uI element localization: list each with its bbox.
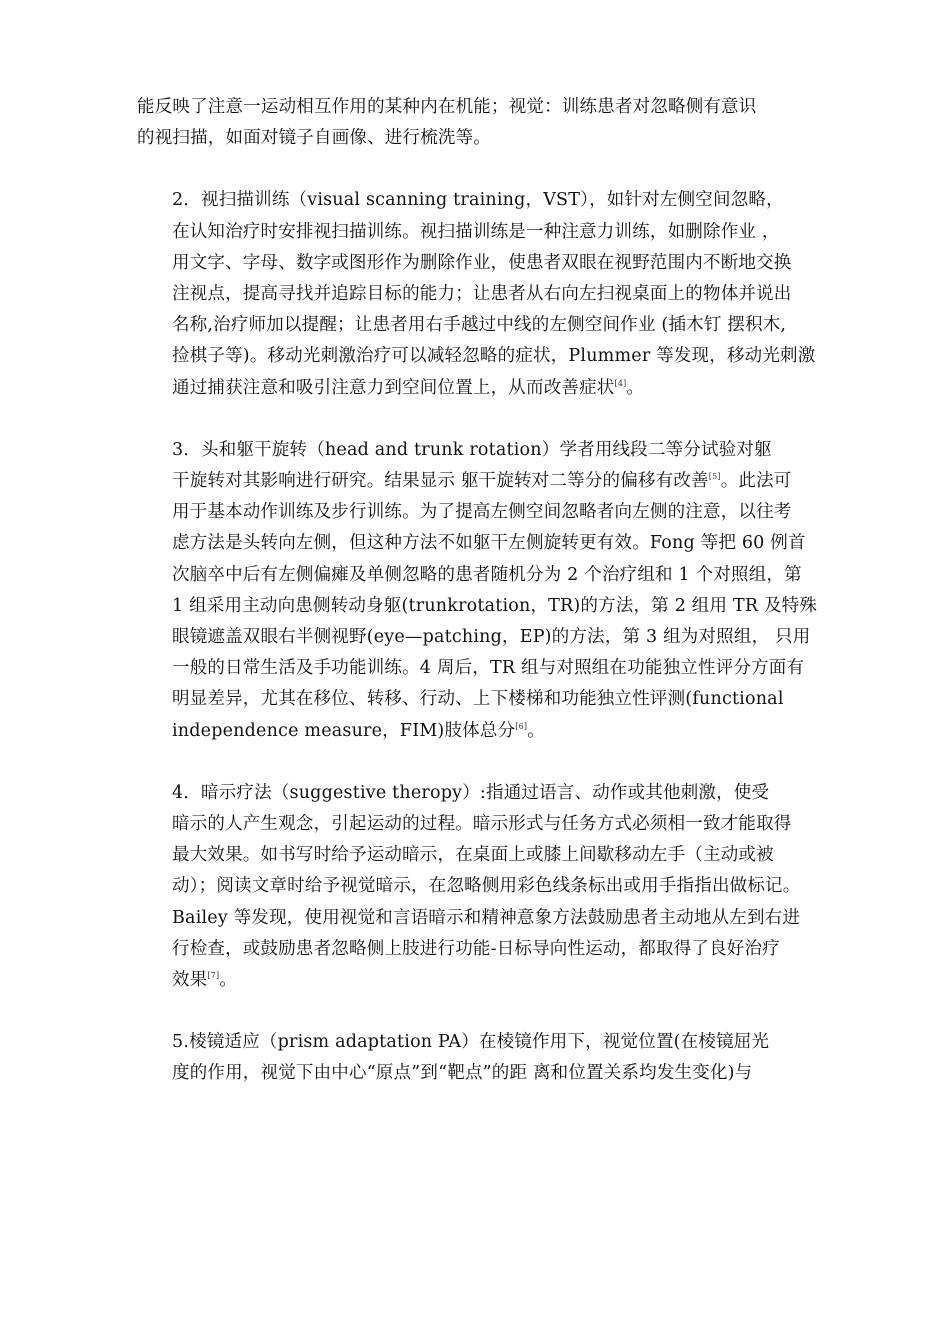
text-line: 用文字、字母、数字或图形作为删除作业，使患者双眼在视野范围内不断地交换 xyxy=(172,252,792,273)
text-line: Bailey 等发现，使用视觉和言语暗示和精神意象方法鼓励患者主动地从左到右进 xyxy=(172,907,801,928)
text-line-with-ref xyxy=(137,466,813,497)
text-segment: 通过捕获注意和吸引注意力到空间位置上，从而改善症状 xyxy=(172,377,615,398)
text-line: 的视扫描，如面对镜子自画像、进行梳洗等。 xyxy=(137,128,491,149)
text-line: 一般的日常生活及手功能训练。4 周后，TR 组与对照组在功能独立性评分方面有 xyxy=(172,658,805,679)
text-line-last xyxy=(137,716,813,747)
text-segment: 效果 xyxy=(172,970,208,991)
text-line: 1 组采用主动向患侧转动身躯(trunkrotation，TR)的方法，第 2 组用 TR 及特殊 xyxy=(172,595,818,616)
text-line: 虑方法是头转向左侧，但这种方法不如躯干左侧旋转更有效。Fong 等把 60 例首 xyxy=(172,533,806,554)
citation-ref[interactable]: [4] xyxy=(614,378,627,388)
text-line: 在认知治疗时安排视扫描训练。视扫描训练是一种注意力训练，如删除作业 ， xyxy=(172,221,780,242)
text-segment: 。 xyxy=(527,720,545,741)
text-line-last xyxy=(137,965,813,996)
text-segment: 。此法可 xyxy=(720,471,792,492)
paragraph-visual-training-intro xyxy=(137,92,813,154)
text-line: 度的作用，视觉下由中心“原点”到“靶点”的距 离和位置关系均发生变化)与 xyxy=(172,1063,753,1084)
text-line: 4．暗示疗法（suggestive theropy）:指通过语言、动作或其他刺激，使受 xyxy=(172,782,770,803)
document-page xyxy=(137,92,818,1121)
paragraph-head-trunk-rotation xyxy=(137,435,818,747)
text-segment: 干旋转对其影响进行研究。结果显示 躯干旋转对二等分的偏移有改善 xyxy=(172,471,709,492)
text-line: 名称,治疗师加以提醒；让患者用右手越过中线的左侧空间作业 (插木钉 摆积木, xyxy=(172,315,787,336)
paragraph-visual-scanning-training xyxy=(137,185,816,403)
text-line: 最大效果。如书写时给予运动暗示，在桌面上或膝上间歇移动左手（主动或被 xyxy=(172,845,774,866)
citation-ref[interactable]: [6] xyxy=(515,721,528,731)
text-segment: 。 xyxy=(219,970,238,991)
citation-ref[interactable]: [5] xyxy=(708,472,721,482)
citation-ref[interactable]: [7] xyxy=(207,971,220,981)
text-line: 行检查，或鼓励患者忽略侧上肢进行功能-日标导向性运动，都取得了良好治疗 xyxy=(172,938,780,959)
text-line: 注视点，提高寻找并追踪目标的能力；让患者从右向左扫视桌面上的物体并说出 xyxy=(172,284,792,305)
text-line: 明显差异，尤其在移位、转移、行动、上下楼梯和功能独立性评测(functional xyxy=(172,689,784,710)
text-line: 5.棱镜适应（prism adaptation PA）在棱镜作用下，视觉位置(在棱镜屈光 xyxy=(172,1032,770,1053)
text-line: 次脑卒中后有左侧偏瘫及单侧忽略的患者随机分为 2 个治疗组和 1 个对照组，第 xyxy=(172,564,802,585)
text-line: 捡棋子等)。移动光刺激治疗可以减轻忽略的症状，Plummer 等发现，移动光刺激 xyxy=(172,346,816,367)
text-line: 能反映了注意一运动相互作用的某种内在机能；视觉：训练患者对忽略侧有意识 xyxy=(137,97,757,117)
text-line: 暗示的人产生观念，引起运动的过程。暗示形式与任务方式必须相一致才能取得 xyxy=(172,814,792,835)
text-segment: 。 xyxy=(626,377,645,398)
text-line-last xyxy=(137,373,813,404)
text-line: 眼镜遮盖双眼右半侧视野(eye—patching，EP)的方法，第 3 组为对照组， 只用 xyxy=(172,627,811,648)
paragraph-prism-adaptation xyxy=(137,1027,813,1089)
text-line: 动）；阅读文章时给予视觉暗示，在忽略侧用彩色线条标出或用手指指出做标记。 xyxy=(172,876,801,897)
text-line: 2．视扫描训练（visual scanning training，VST），如针对左侧空间忽略， xyxy=(172,190,784,211)
text-line: 用于基本动作训练及步行训练。为了提高左侧空间忽略者向左侧的注意，以往考 xyxy=(172,502,792,523)
paragraph-suggestive-therapy xyxy=(137,778,813,996)
text-segment: independence measure，FIM)肢体总分 xyxy=(172,720,516,741)
text-line: 3．头和躯干旋转（head and trunk rotation）学者用线段二等分试验对躯 xyxy=(172,439,772,460)
